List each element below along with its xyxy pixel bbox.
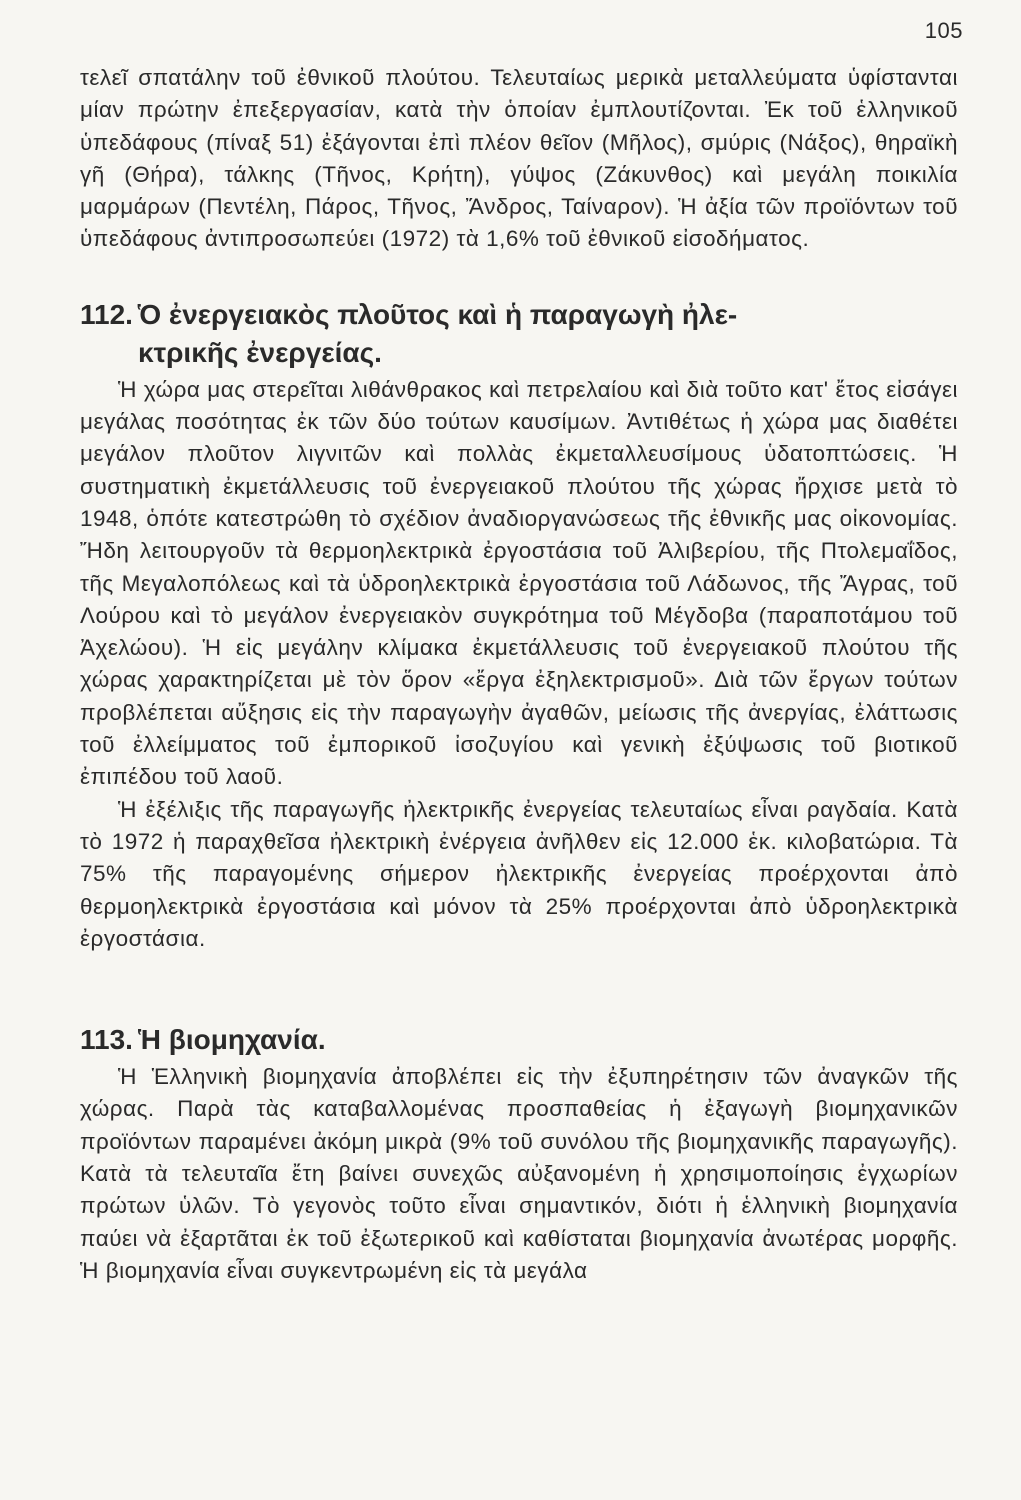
- section-112-paragraph-1: Ἡ χώρα μας στερεῖται λιθάνθρακος καὶ πετρελαίου καὶ διὰ τοῦτο κατ' ἔτος εἰσάγει μεγάλας ποσότητας ἐκ τῶν δύο τούτων καυσίμων. Ἀντιθέτως ἡ χώρα μας διαθέτει μεγάλον πλοῦτον λιγνιτῶν καὶ πολλὰς ἐκμεταλλευσίμους ὑδατοπτώσεις. Ἡ συστηματικὴ ἐκμετάλλευσις τοῦ ἐνεργειακοῦ πλούτου τῆς χώρας ἤρχισε μετὰ τὸ 1948, ὁπότε κατεστρώθη τὸ σχέδιον ἀναδιοργανώσεως τῆς ἐθνικῆς μας οἰκονομίας. Ἤδη λειτουργοῦν τὰ θερμοηλεκτρικὰ ἐργοστάσια τοῦ Ἀλιβερίου, τῆς Πτολεμαΐδος, τῆς Μεγαλοπόλεως καὶ τὰ ὑδροηλεκτρικὰ ἐργοστάσια τοῦ Λάδωνος, τῆς Ἄγρας, τοῦ Λούρου καὶ τὸ μεγάλον ἐνεργειακὸν συγκρότημα τοῦ Μέγδοβα (παραποτάμου τοῦ Ἀχελώου). Ἡ εἰς μεγάλην κλίμακα ἐκμετάλλευσις τοῦ ἐνεργειακοῦ πλούτου τῆς χώρας χαρακτηρίζεται μὲ τὸν ὅρον «ἔργα ἐξηλεκτρισμοῦ». Διὰ τῶν ἔργων τούτων προβλέπεται αὔξησις εἰς τὴν παραγωγὴν ἀγαθῶν, μείωσις τῆς ἀνεργίας, ἐλάττωσις τοῦ ἐλλείμματος τοῦ ἐμπορικοῦ ἰσοζυγίου καὶ γενικὴ ἐξύψωσις τοῦ βιοτικοῦ ἐπιπέδου τοῦ λαοῦ.: [80, 376, 958, 790]
- section-113-number: 113.: [80, 1024, 133, 1056]
- section-112-heading: [80, 296, 958, 372]
- section-112-title-line2: κτρικῆς ἐνεργείας.: [138, 336, 382, 368]
- section-113-paragraph-1: Ἡ Ἑλληνικὴ βιομηχανία ἀποβλέπει εἰς τὴν ἐξυπηρέτησιν τῶν ἀναγκῶν τῆς χώρας. Παρὰ τὰς καταβαλλομένας προσπαθείας ἡ ἐξαγωγὴ βιομηχανικῶν προϊόντων παραμένει ἀκόμη μικρὰ (9% τοῦ συνόλου τῆς βιομηχανικῆς παραγωγῆς). Κατὰ τὰ τελευταῖα ἔτη βαίνει συνεχῶς αὐξανομένη ἡ χρησιμοποίησις ἐγχωρίων πρώτων ὑλῶν. Τὸ γεγονὸς τοῦτο εἶναι σημαντικόν, διότι ἡ ἑλληνικὴ βιομηχανία παύει νὰ ἐξαρτᾶται ἐκ τοῦ ἐξωτερικοῦ καὶ καθίσταται βιομηχανία ἀνωτέρας μορφῆς. Ἡ βιομηχανία εἶναι συγκεντρωμένη εἰς τὰ μεγάλα: [80, 1064, 958, 1283]
- section-113-heading: [80, 1021, 958, 1059]
- page-content: [80, 62, 958, 1287]
- section-112-number: 112.: [80, 298, 133, 330]
- page-number: 105: [924, 18, 963, 43]
- section-112-paragraph-2: Ἡ ἐξέλιξις τῆς παραγωγῆς ἠλεκτρικῆς ἐνεργείας τελευταίως εἶναι ραγδαία. Κατὰ τὸ 1972 ἡ παραχθεῖσα ἠλεκτρικὴ ἐνέργεια ἀνῆλθεν εἰς 12.000 ἑκ. κιλοβατώρια. Τὰ 75% τῆς παραγομένης σήμερον ἠλεκτρικῆς ἐνεργείας προέρχονται ἀπὸ θερμοηλεκτρικὰ ἐργοστάσια καὶ μόνον τὰ 25% προέρχονται ἀπὸ ὑδροηλεκτρικὰ ἐργοστάσια.: [80, 796, 958, 951]
- intro-paragraph: τελεῖ σπατάλην τοῦ ἐθνικοῦ πλούτου. Τελευταίως μερικὰ μεταλλεύματα ὑφίστανται μίαν πρώτην ἐπεξεργασίαν, κατὰ τὴν ὁποίαν ἐμπλουτίζονται. Ἐκ τοῦ ἑλληνικοῦ ὑπεδάφους (πίναξ 51) ἐξάγονται ἐπὶ πλέον θεῖον (Μῆλος), σμύρις (Νάξος), θηραϊκὴ γῆ (Θήρα), τάλκης (Τῆνος, Κρήτη), γύψος (Ζάκυνθος) καὶ μεγάλη ποικιλία μαρμάρων (Πεντέλη, Πάρος, Τῆνος, Ἄνδρος, Ταίναρον). Ἡ ἀξία τῶν προϊόντων τοῦ ὑπεδάφους ἀντιπροσωπεύει (1972) τὰ 1,6% τοῦ ἐθνικοῦ εἰσοδήματος.: [80, 65, 958, 252]
- section-112-title-line1: Ὁ ἐνεργειακὸς πλοῦτος καὶ ἡ παραγωγὴ ἠλε-: [138, 298, 738, 330]
- section-113-title: Ἡ βιομηχανία.: [138, 1024, 326, 1056]
